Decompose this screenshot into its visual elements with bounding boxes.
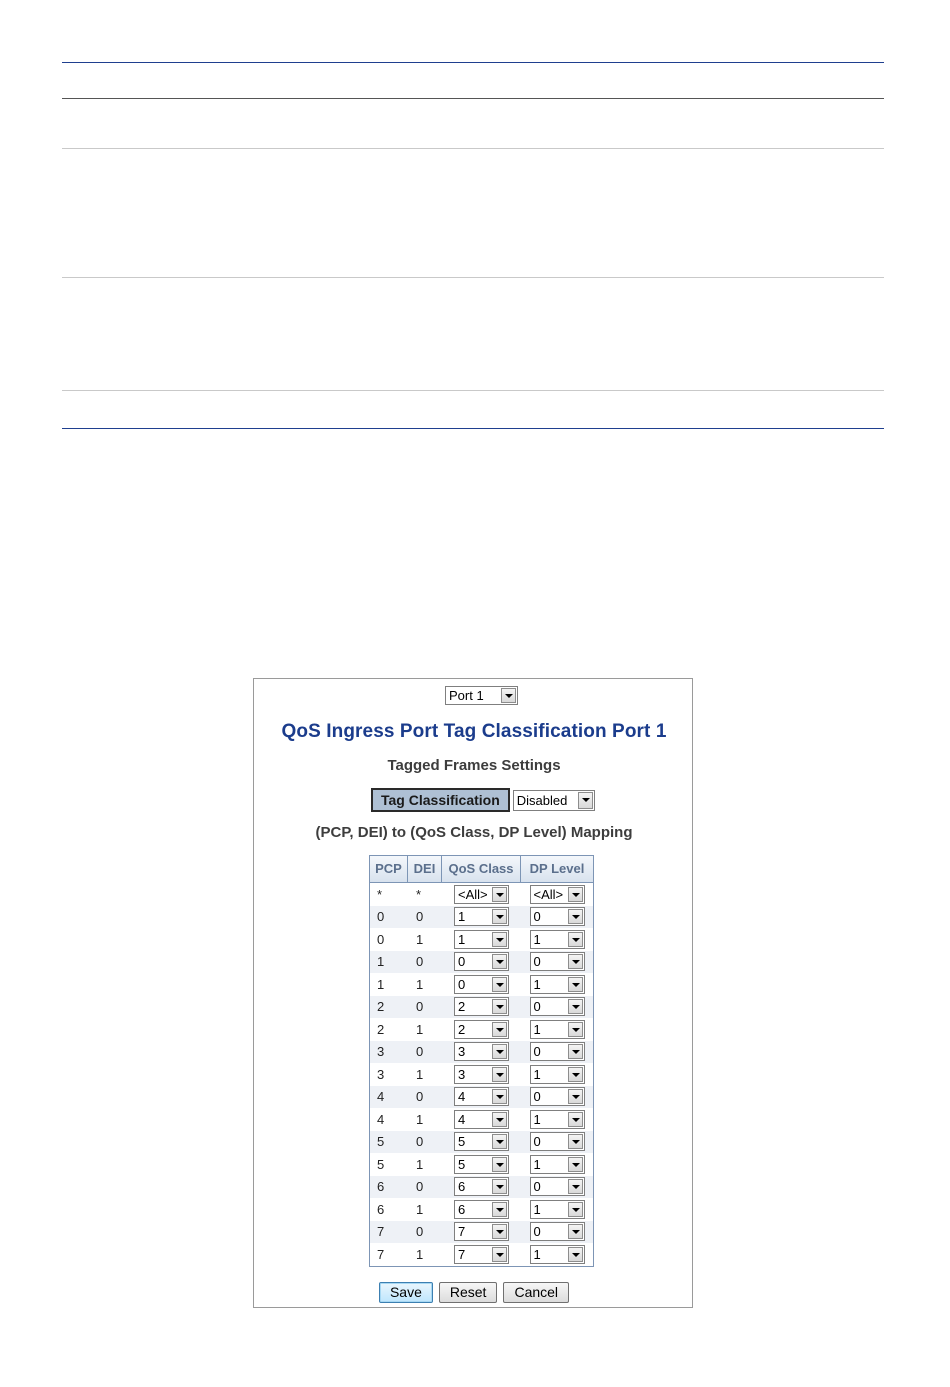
chevron-down-icon[interactable] <box>492 1044 507 1059</box>
table-row <box>370 1086 593 1109</box>
chevron-down-icon[interactable] <box>568 1112 583 1127</box>
qos-class-value: 4 <box>458 1111 466 1127</box>
table-row <box>370 1221 593 1244</box>
tag-classification-row <box>371 788 595 812</box>
chevron-down-icon[interactable] <box>568 1022 583 1037</box>
dp-level-cell <box>521 1222 593 1241</box>
table-row <box>370 906 593 929</box>
dp-level-cell <box>521 1020 593 1039</box>
table-row <box>370 1198 593 1221</box>
mapping-table <box>369 855 594 1267</box>
tag-classification-value: Disabled <box>516 792 568 808</box>
chevron-down-icon[interactable] <box>568 954 583 969</box>
qos-class-value: 1 <box>458 909 466 925</box>
table-row <box>370 1243 593 1266</box>
dp-level-select[interactable] <box>530 907 585 926</box>
qos-class-value: 3 <box>458 1044 466 1060</box>
qos-class-select[interactable] <box>454 1065 509 1084</box>
dei-cell: 0 <box>416 999 424 1015</box>
pcp-cell: 6 <box>377 1201 385 1217</box>
table-row <box>370 951 593 974</box>
qos-class-select[interactable] <box>454 952 509 971</box>
qos-class-value: 5 <box>458 1156 466 1172</box>
chevron-down-icon[interactable] <box>492 1067 507 1082</box>
header-pcp: PCP <box>370 856 408 882</box>
mapping-title: (PCP, DEI) to (QoS Class, DP Level) Mapping <box>315 824 633 841</box>
chevron-down-icon[interactable] <box>492 887 507 902</box>
header-qos-class: QoS Class <box>442 856 521 882</box>
chevron-down-icon[interactable] <box>568 1224 583 1239</box>
chevron-down-icon[interactable] <box>492 1112 507 1127</box>
dp-level-value: 0 <box>533 1179 541 1195</box>
chevron-down-icon[interactable] <box>492 999 507 1014</box>
dp-level-cell <box>521 1245 593 1264</box>
table-row-divider <box>62 148 884 149</box>
dei-cell: 0 <box>416 954 424 970</box>
qos-class-cell <box>442 1042 521 1061</box>
dp-level-select[interactable] <box>530 997 585 1016</box>
chevron-down-icon[interactable] <box>492 1247 507 1262</box>
pcp-cell: 4 <box>377 1111 385 1127</box>
chevron-down-icon[interactable] <box>492 909 507 924</box>
pcp-cell: 7 <box>377 1246 385 1262</box>
qos-class-value: 2 <box>458 999 466 1015</box>
qos-class-select[interactable] <box>454 975 509 994</box>
qos-class-value: <All> <box>458 886 488 902</box>
table-row <box>370 883 593 906</box>
dp-level-cell <box>521 907 593 926</box>
pcp-cell: 4 <box>377 1089 385 1105</box>
dei-cell: 1 <box>416 1066 424 1082</box>
chevron-down-icon[interactable] <box>492 954 507 969</box>
qos-class-select[interactable] <box>454 907 509 926</box>
dei-cell: 1 <box>416 1111 424 1127</box>
tag-classification-select[interactable] <box>513 790 595 811</box>
qos-class-value: 7 <box>458 1246 466 1262</box>
chevron-down-icon[interactable] <box>578 792 593 809</box>
table-row <box>370 1153 593 1176</box>
pcp-cell: 0 <box>377 931 385 947</box>
qos-class-cell <box>442 1222 521 1241</box>
table-row <box>370 1176 593 1199</box>
qos-class-select[interactable] <box>454 1132 509 1151</box>
qos-class-value: 5 <box>458 1134 466 1150</box>
dp-level-value: 0 <box>533 909 541 925</box>
table-body <box>370 883 593 1266</box>
dp-level-select[interactable] <box>530 1132 585 1151</box>
pcp-cell: 0 <box>377 909 385 925</box>
qos-class-cell <box>442 1177 521 1196</box>
save-button[interactable]: Save <box>379 1282 433 1303</box>
chevron-down-icon[interactable] <box>568 1202 583 1217</box>
dp-level-value: 1 <box>533 1066 541 1082</box>
top-rule <box>62 62 884 63</box>
dp-level-value: 1 <box>533 976 541 992</box>
dei-cell: 1 <box>416 931 424 947</box>
dp-level-select[interactable] <box>530 1087 585 1106</box>
pcp-cell: 6 <box>377 1179 385 1195</box>
qos-class-cell <box>442 952 521 971</box>
chevron-down-icon[interactable] <box>568 932 583 947</box>
dp-level-select[interactable] <box>530 975 585 994</box>
qos-class-cell <box>442 930 521 949</box>
dei-cell: 0 <box>416 1134 424 1150</box>
qos-class-select[interactable] <box>454 1110 509 1129</box>
chevron-down-icon[interactable] <box>568 1044 583 1059</box>
qos-class-select[interactable] <box>454 1042 509 1061</box>
chevron-down-icon[interactable] <box>492 1224 507 1239</box>
qos-class-cell <box>442 1200 521 1219</box>
dei-cell: 1 <box>416 1156 424 1172</box>
dp-level-cell <box>521 997 593 1016</box>
reset-button[interactable]: Reset <box>439 1282 498 1303</box>
dei-cell: 1 <box>416 976 424 992</box>
dp-level-select[interactable] <box>530 1222 585 1241</box>
dp-level-value: 1 <box>533 1021 541 1037</box>
button-bar <box>254 1282 694 1303</box>
dei-cell: 0 <box>416 1044 424 1060</box>
chevron-down-icon[interactable] <box>492 977 507 992</box>
qos-class-cell <box>442 1020 521 1039</box>
qos-class-select[interactable] <box>454 1177 509 1196</box>
chevron-down-icon[interactable] <box>492 1134 507 1149</box>
pcp-cell: 7 <box>377 1224 385 1240</box>
dp-level-cell <box>521 1132 593 1151</box>
qos-class-cell <box>442 1155 521 1174</box>
dp-level-select[interactable] <box>530 885 585 904</box>
dei-cell: 0 <box>416 1224 424 1240</box>
qos-class-value: 0 <box>458 976 466 992</box>
chevron-down-icon[interactable] <box>568 1089 583 1104</box>
cancel-button[interactable]: Cancel <box>503 1282 569 1303</box>
dei-cell: 0 <box>416 1179 424 1195</box>
chevron-down-icon[interactable] <box>568 1247 583 1262</box>
qos-class-value: 6 <box>458 1179 466 1195</box>
chevron-down-icon[interactable] <box>568 1067 583 1082</box>
pcp-cell: 2 <box>377 999 385 1015</box>
dp-level-value: 0 <box>533 999 541 1015</box>
dp-level-value: 0 <box>533 954 541 970</box>
qos-class-select[interactable] <box>454 1245 509 1264</box>
dp-level-value: 1 <box>533 1201 541 1217</box>
qos-class-cell <box>442 997 521 1016</box>
dp-level-select[interactable] <box>530 1155 585 1174</box>
qos-tag-classification-panel <box>253 678 693 1308</box>
dp-level-select[interactable] <box>530 1020 585 1039</box>
dp-level-value: 0 <box>533 1134 541 1150</box>
dp-level-select[interactable] <box>530 1245 585 1264</box>
qos-class-value: 2 <box>458 1021 466 1037</box>
qos-class-value: 0 <box>458 954 466 970</box>
dp-level-select[interactable] <box>530 952 585 971</box>
dp-level-value: 0 <box>533 1044 541 1060</box>
tag-classification-label: Tag Classification <box>371 788 510 812</box>
qos-class-select[interactable] <box>454 885 509 904</box>
chevron-down-icon[interactable] <box>568 887 583 902</box>
dp-level-cell <box>521 885 593 904</box>
chevron-down-icon[interactable] <box>568 1157 583 1172</box>
header-dei: DEI <box>408 856 442 882</box>
qos-class-select[interactable] <box>454 1155 509 1174</box>
chevron-down-icon[interactable] <box>492 1179 507 1194</box>
table-row <box>370 1108 593 1131</box>
dp-level-value: 1 <box>533 1246 541 1262</box>
dp-level-cell <box>521 952 593 971</box>
pcp-cell: 2 <box>377 1021 385 1037</box>
pcp-cell: 5 <box>377 1134 385 1150</box>
dp-level-select[interactable] <box>530 1200 585 1219</box>
dei-cell: 0 <box>416 909 424 925</box>
qos-class-value: 7 <box>458 1224 466 1240</box>
dp-level-cell <box>521 1155 593 1174</box>
pcp-cell: 1 <box>377 976 385 992</box>
chevron-down-icon[interactable] <box>568 1179 583 1194</box>
chevron-down-icon[interactable] <box>492 1022 507 1037</box>
section-title: Tagged Frames Settings <box>387 757 561 774</box>
dei-cell: 0 <box>416 1089 424 1105</box>
qos-class-cell <box>442 1245 521 1264</box>
qos-class-value: 4 <box>458 1089 466 1105</box>
chevron-down-icon[interactable] <box>492 1089 507 1104</box>
dei-cell: 1 <box>416 1246 424 1262</box>
table-row <box>370 1131 593 1154</box>
qos-class-cell <box>442 1110 521 1129</box>
qos-class-select[interactable] <box>454 1222 509 1241</box>
qos-class-select[interactable] <box>454 1087 509 1106</box>
dp-level-cell <box>521 1200 593 1219</box>
table-row <box>370 1018 593 1041</box>
qos-class-select[interactable] <box>454 1020 509 1039</box>
table-header-row <box>370 856 593 883</box>
dp-level-select[interactable] <box>530 930 585 949</box>
page-title: QoS Ingress Port Tag Classification Port 1 <box>281 721 667 742</box>
dp-level-cell <box>521 1065 593 1084</box>
table-row <box>370 928 593 951</box>
dp-level-cell <box>521 1110 593 1129</box>
table-row-divider <box>62 277 884 278</box>
qos-class-value: 1 <box>458 931 466 947</box>
chevron-down-icon[interactable] <box>568 1134 583 1149</box>
dp-level-select[interactable] <box>530 1177 585 1196</box>
dp-level-select[interactable] <box>530 1042 585 1061</box>
qos-class-cell <box>442 1087 521 1106</box>
qos-class-select[interactable] <box>454 997 509 1016</box>
pcp-cell: 3 <box>377 1066 385 1082</box>
pcp-cell: 1 <box>377 954 385 970</box>
table-row <box>370 1063 593 1086</box>
chevron-down-icon[interactable] <box>492 1202 507 1217</box>
port-select-value: Port 1 <box>449 688 484 703</box>
table-row <box>370 973 593 996</box>
pcp-cell: 3 <box>377 1044 385 1060</box>
dp-level-value: 0 <box>533 1224 541 1240</box>
chevron-down-icon[interactable] <box>568 977 583 992</box>
dp-level-value: <All> <box>533 886 564 902</box>
chevron-down-icon[interactable] <box>568 999 583 1014</box>
dp-level-value: 1 <box>533 1111 541 1127</box>
port-select[interactable] <box>445 686 518 705</box>
qos-class-cell <box>442 907 521 926</box>
table-row <box>370 1041 593 1064</box>
chevron-down-icon[interactable] <box>492 1157 507 1172</box>
dei-cell: 1 <box>416 1201 424 1217</box>
dp-level-cell <box>521 975 593 994</box>
dei-cell: 1 <box>416 1021 424 1037</box>
header-dp-level: DP Level <box>529 861 585 876</box>
pcp-cell: * <box>377 886 383 902</box>
qos-class-cell <box>442 885 521 904</box>
dp-level-select[interactable] <box>530 1110 585 1129</box>
table-header-rule <box>62 98 884 99</box>
dp-level-cell <box>521 930 593 949</box>
dp-level-cell <box>521 1042 593 1061</box>
chevron-down-icon[interactable] <box>501 688 516 703</box>
qos-class-value: 3 <box>458 1066 466 1082</box>
dei-cell: * <box>416 886 422 902</box>
dp-level-value: 1 <box>533 931 541 947</box>
dp-level-value: 1 <box>533 1156 541 1172</box>
table-row-divider <box>62 390 884 391</box>
chevron-down-icon[interactable] <box>568 909 583 924</box>
qos-class-cell <box>442 975 521 994</box>
table-row <box>370 996 593 1019</box>
qos-class-cell <box>442 1065 521 1084</box>
dp-level-cell <box>521 1087 593 1106</box>
chevron-down-icon[interactable] <box>492 932 507 947</box>
dp-level-value: 0 <box>533 1089 541 1105</box>
bottom-rule <box>62 428 884 429</box>
qos-class-cell <box>442 1132 521 1151</box>
qos-class-select[interactable] <box>454 1200 509 1219</box>
pcp-cell: 5 <box>377 1156 385 1172</box>
qos-class-value: 6 <box>458 1201 466 1217</box>
dp-level-cell <box>521 1177 593 1196</box>
dp-level-select[interactable] <box>530 1065 585 1084</box>
qos-class-select[interactable] <box>454 930 509 949</box>
